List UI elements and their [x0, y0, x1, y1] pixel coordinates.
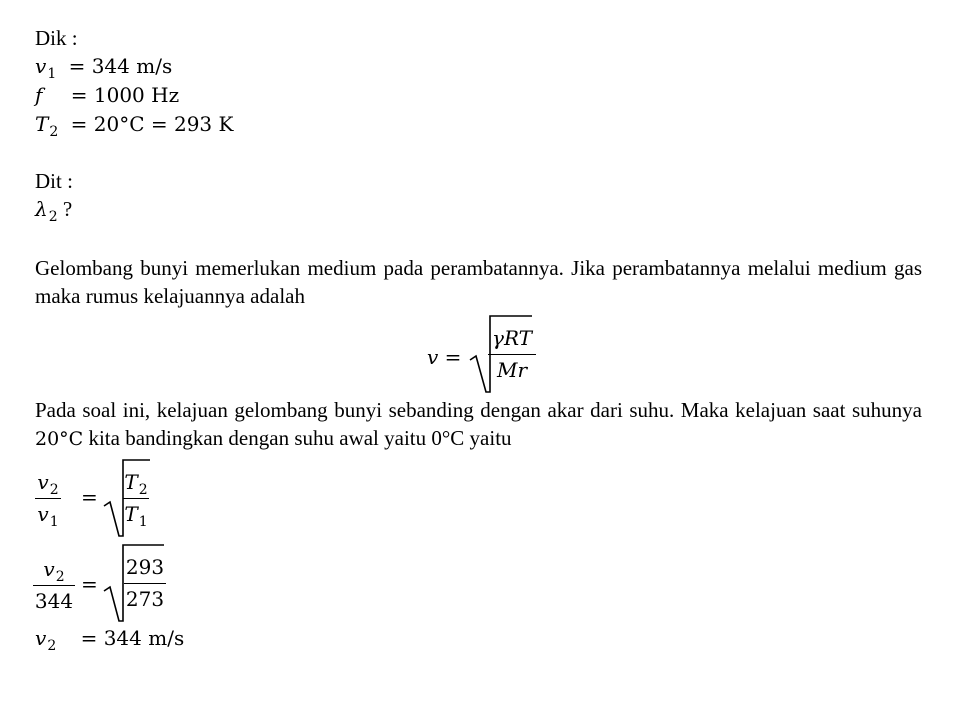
fraction-numerator: $T_2$: [124, 470, 148, 498]
ratio-values-equals: =: [81, 572, 98, 596]
fraction-denominator: $v_1$: [37, 502, 59, 530]
fraction-bar: [33, 585, 75, 586]
paragraph-text: kita bandingkan dengan suhu awal yaitu 0°C yaitu: [83, 426, 512, 450]
fraction-numerator: $v_2$: [43, 557, 65, 585]
asked-symbol: λ: [35, 197, 48, 221]
given-value: = 1000 Hz: [70, 83, 180, 107]
ratio-general-rhs: [123, 470, 149, 530]
asked-heading: Dit :: [35, 169, 73, 193]
paragraph-temperature: 20°C: [35, 428, 84, 450]
given-heading: Dik :: [35, 26, 78, 50]
explanation-paragraph-2: [35, 396, 922, 453]
given-row-temperature: [35, 112, 234, 140]
given-symbol: f: [35, 83, 43, 107]
explanation-paragraph-1: Gelombang bunyi memerlukan medium pada perambatannya. Jika perambatannya melalui medium gas maka rumus kelajuannya adalah: [35, 256, 922, 308]
fraction-numerator: γRT: [492, 326, 532, 350]
fraction-bar: [123, 498, 149, 499]
result-symbol: v: [35, 626, 47, 650]
given-value: = 344 m/s: [68, 54, 173, 78]
ratio-values-lhs: [33, 559, 75, 611]
formula-speed-fraction: [488, 328, 536, 380]
asked-subscript: 2: [48, 209, 58, 225]
fraction-bar: [488, 354, 536, 355]
fraction-bar: [124, 583, 166, 584]
given-subscript: 1: [47, 66, 57, 82]
fraction-denominator: 273: [125, 587, 165, 611]
fraction-numerator: 293: [125, 555, 165, 579]
result-row: [35, 626, 185, 654]
given-symbol: T: [35, 112, 49, 136]
ratio-general-lhs: [35, 470, 61, 530]
paragraph-text: Pada soal ini, kelajuan gelombang bunyi sebanding dengan akar dari suhu. Maka kelajuan saat suhunya: [35, 398, 922, 422]
fraction-denominator: Mr: [496, 358, 528, 382]
given-subscript: 2: [49, 124, 59, 140]
asked-row: [35, 197, 73, 225]
given-symbol: v: [35, 54, 47, 78]
asked-mark: ?: [57, 197, 73, 221]
fraction-denominator: 344: [34, 589, 74, 613]
result-value: = 344 m/s: [80, 626, 185, 650]
fraction-bar: [35, 498, 61, 499]
fraction-denominator: $T_1$: [124, 502, 148, 530]
result-subscript: 2: [47, 638, 57, 654]
formula-speed-lhs: v =: [427, 345, 462, 369]
ratio-general-equals: =: [81, 485, 98, 509]
given-value: = 20°C = 293 K: [70, 112, 234, 136]
given-row-frequency: [35, 85, 179, 105]
fraction-numerator: $v_2$: [37, 470, 59, 498]
given-row-speed: [35, 54, 173, 82]
ratio-values-rhs: [124, 557, 166, 609]
